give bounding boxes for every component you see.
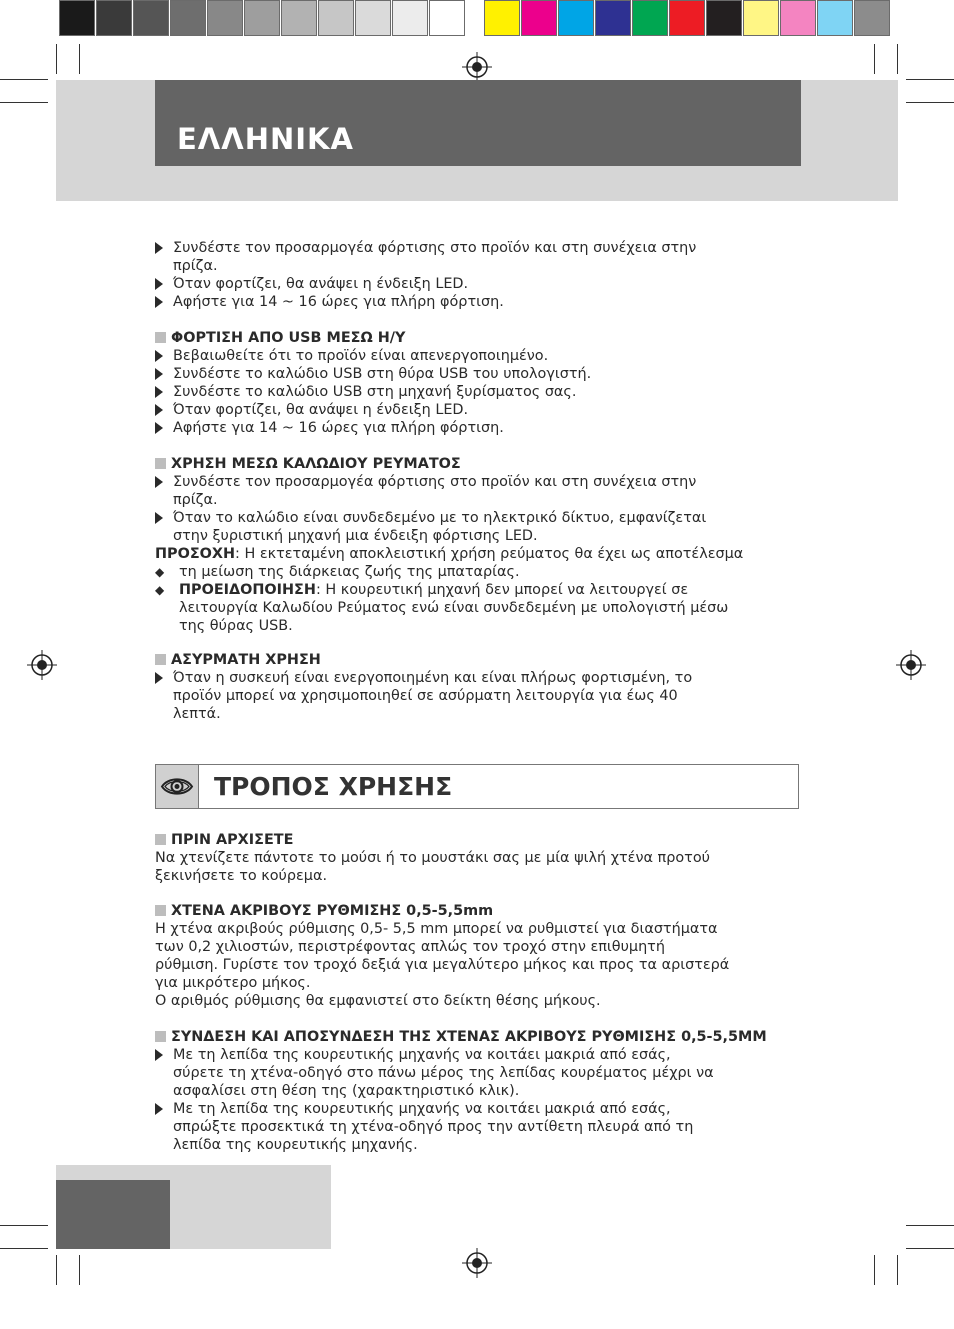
- cordless-heading: [155, 651, 321, 669]
- color-swatch: [133, 0, 169, 36]
- color-swatch: [632, 0, 668, 36]
- page-title: ΕΛΛΗΝΙΚΑ: [177, 122, 354, 156]
- color-swatch: [484, 0, 520, 36]
- registration-mark-left-icon: [27, 650, 57, 680]
- crop-mark: [906, 1248, 954, 1249]
- text-line: Συνδέστε το καλώδιο USB στη μηχανή ξυρίσματος σας.: [173, 384, 577, 400]
- text-line: τη μείωση της διάρκειας ζωής της μπαταρίας.: [179, 564, 520, 580]
- crop-mark: [897, 44, 898, 74]
- text-line: Συνδέστε τον προσαρμογέα φόρτισης στο προϊόν και στη συνέχεια στην: [173, 474, 697, 490]
- bullet-arrow-icon: [155, 476, 163, 488]
- color-swatch: [355, 0, 391, 36]
- text-line: της θύρας USB.: [179, 618, 293, 634]
- text-line: πρίζα.: [173, 258, 218, 274]
- heading-square-icon: [155, 332, 166, 343]
- heading-text: ΑΣΥΡΜΑΤΗ ΧΡΗΣΗ: [171, 652, 321, 668]
- bullet-arrow-icon: [155, 278, 163, 290]
- crop-mark: [874, 44, 875, 74]
- attach-heading: [155, 1028, 767, 1046]
- comb-heading: [155, 902, 493, 920]
- registration-mark-right-icon: [896, 650, 926, 680]
- crop-mark: [897, 1255, 898, 1285]
- bullet-arrow-icon: [155, 404, 163, 416]
- text-line: λειτουργία Καλωδίου Ρεύματος ενώ είναι συνδεδεμένη με υπολογιστή μέσω: [179, 600, 729, 616]
- color-swatch: [817, 0, 853, 36]
- text-line: σύρετε τη χτένα-οδηγό στο πάνω μέρος της λεπίδας κουρέματος μέχρι να: [173, 1065, 714, 1081]
- color-swatch: [429, 0, 465, 36]
- text-line: Η χτένα ακριβούς ρύθμισης 0,5- 5,5 mm μπορεί να ρυθμιστεί για διαστήματα: [155, 921, 718, 937]
- crop-mark: [906, 79, 954, 80]
- warning-text: : Η κουρευτική μηχανή δεν μπορεί να λειτουργεί σε: [315, 582, 689, 598]
- crop-mark: [79, 1255, 80, 1285]
- color-swatch: [318, 0, 354, 36]
- warning-label: ΠΡΟΕΙΔΟΠΟΙΗΣΗ: [179, 582, 316, 598]
- bullet-arrow-icon: [155, 512, 163, 524]
- color-swatch: [558, 0, 594, 36]
- heading-text: ΦΟΡΤΙΣΗ ΑΠΟ USB ΜΕΣΩ Η/Υ: [171, 330, 406, 346]
- bullet-arrow-icon: [155, 672, 163, 684]
- caution-label: ΠΡΟΣΟΧΗ: [155, 546, 236, 562]
- text-line: ξεκινήσετε το κούρεμα.: [155, 868, 328, 884]
- heading-square-icon: [155, 458, 166, 469]
- color-swatch-strip: [484, 0, 891, 38]
- crop-mark: [0, 102, 48, 103]
- crop-mark: [79, 44, 80, 74]
- text-line: Συνδέστε τον προσαρμογέα φόρτισης στο προϊόν και στη συνέχεια στην: [173, 240, 697, 256]
- text-line: στην ξυριστική μηχανή μια ένδειξη φόρτισης LED.: [173, 528, 538, 544]
- bullet-arrow-icon: [155, 368, 163, 380]
- mains-heading: [155, 455, 461, 473]
- heading-square-icon: [155, 905, 166, 916]
- text-line: Με τη λεπίδα της κουρευτικής μηχανής να κοιτάει μακριά από εσάς,: [173, 1101, 671, 1117]
- text-line: Αφήστε για 14 ~ 16 ώρες για πλήρη φόρτιση.: [173, 294, 504, 310]
- heading-square-icon: [155, 1031, 166, 1042]
- text-line: Με τη λεπίδα της κουρευτικής μηχανής να κοιτάει μακριά από εσάς,: [173, 1047, 671, 1063]
- header-box: [155, 80, 801, 166]
- footer-dark-block: [56, 1180, 170, 1249]
- color-swatch: [170, 0, 206, 36]
- text-line: για μικρότερο μήκος.: [155, 975, 311, 991]
- gray-swatch-strip: [59, 0, 466, 38]
- color-swatch: [207, 0, 243, 36]
- crop-mark: [56, 1255, 57, 1285]
- registration-mark-bottom-icon: [462, 1248, 492, 1278]
- color-swatch: [669, 0, 705, 36]
- text-line: των 0,2 χιλιοστών, περιστρέφοντας απλώς τον τροχό στην επιθυμητή: [155, 939, 665, 955]
- text-line: προϊόν μπορεί να χρησιμοποιηθεί σε ασύρματη λειτουργία για έως 40: [173, 688, 678, 704]
- text-line: Βεβαιωθείτε ότι το προϊόν είναι απενεργοποιημένο.: [173, 348, 549, 364]
- heading-text: ΧΡΗΣΗ ΜΕΣΩ ΚΑΛΩΔΙΟΥ ΡΕΥΜΑΤΟΣ: [171, 456, 461, 472]
- text-line: Ο αριθμός ρύθμισης θα εμφανιστεί στο δείκτη θέσης μήκους.: [155, 993, 601, 1009]
- warning-icon: ◆: [155, 583, 165, 597]
- color-swatch: [780, 0, 816, 36]
- section-title: ΤΡΟΠΟΣ ΧΡΗΣΗΣ: [214, 772, 453, 801]
- text-line: Όταν η συσκευή είναι ενεργοποιημένη και είναι πλήρως φορτισμένη, το: [173, 670, 693, 686]
- color-swatch: [281, 0, 317, 36]
- section-bar: [155, 764, 799, 809]
- usb-heading: [155, 329, 405, 347]
- caution-line: [155, 545, 743, 563]
- bullet-arrow-icon: [155, 350, 163, 362]
- crop-mark: [874, 1255, 875, 1285]
- caution-text: : Η εκτεταμένη αποκλειστική χρήση ρεύματος θα έχει ως αποτέλεσμα: [235, 546, 744, 562]
- color-swatch: [59, 0, 95, 36]
- warning-icon: ◆: [155, 565, 165, 579]
- crop-mark: [0, 79, 48, 80]
- color-swatch: [244, 0, 280, 36]
- color-swatch: [706, 0, 742, 36]
- warning-line: [179, 581, 688, 599]
- color-swatch: [595, 0, 631, 36]
- section-icon-box: [156, 765, 199, 808]
- bullet-arrow-icon: [155, 386, 163, 398]
- text-line: Όταν φορτίζει, θα ανάψει η ένδειξη LED.: [173, 402, 469, 418]
- heading-text: ΣΥΝΔΕΣΗ ΚΑΙ ΑΠΟΣΥΝΔΕΣΗ ΤΗΣ ΧΤΕΝΑΣ ΑΚΡΙΒΟΥΣ ΡΥΘΜΙΣΗΣ 0,5-5,5MM: [171, 1029, 767, 1045]
- crop-mark: [56, 44, 57, 74]
- bullet-arrow-icon: [155, 1103, 163, 1115]
- text-line: Συνδέστε το καλώδιο USB στη θύρα USB του υπολογιστή.: [173, 366, 592, 382]
- text-line: Όταν το καλώδιο είναι συνδεδεμένο με το ηλεκτρικό δίκτυο, εμφανίζεται: [173, 510, 707, 526]
- crop-mark: [0, 1248, 48, 1249]
- color-swatch: [96, 0, 132, 36]
- text-line: Να χτενίζετε πάντοτε το μούσι ή το μουστάκι σας με μία ψιλή χτένα προτού: [155, 850, 710, 866]
- bullet-arrow-icon: [155, 242, 163, 254]
- crop-mark: [906, 102, 954, 103]
- text-line: Όταν φορτίζει, θα ανάψει η ένδειξη LED.: [173, 276, 469, 292]
- eye-icon: [156, 765, 198, 808]
- text-line: ρύθμιση. Γυρίστε τον τροχό δεξιά για μεγαλύτερο μήκος και προς τα αριστερά: [155, 957, 730, 973]
- heading-text: ΠΡΙΝ ΑΡΧΙΣΕΤΕ: [171, 832, 294, 848]
- text-line: λεπτά.: [173, 706, 221, 722]
- color-swatch: [743, 0, 779, 36]
- bullet-arrow-icon: [155, 422, 163, 434]
- color-swatch: [854, 0, 890, 36]
- heading-square-icon: [155, 654, 166, 665]
- crop-mark: [0, 1225, 48, 1226]
- bullet-arrow-icon: [155, 296, 163, 308]
- text-line: Αφήστε για 14 ~ 16 ώρες για πλήρη φόρτιση.: [173, 420, 504, 436]
- text-line: πρίζα.: [173, 492, 218, 508]
- before-heading: [155, 831, 293, 849]
- color-swatch: [392, 0, 428, 36]
- heading-text: ΧΤΕΝΑ ΑΚΡΙΒΟΥΣ ΡΥΘΜΙΣΗΣ 0,5-5,5mm: [171, 903, 494, 919]
- heading-square-icon: [155, 834, 166, 845]
- text-line: λεπίδα της κουρευτικής μηχανής.: [173, 1137, 418, 1153]
- text-line: ασφαλίσει στη θέση της (χαρακτηριστικό κλικ).: [173, 1083, 520, 1099]
- registration-mark-top-icon: [462, 52, 492, 82]
- text-line: σπρώξτε προσεκτικά τη χτένα-οδηγό προς την αντίθετη πλευρά από τη: [173, 1119, 694, 1135]
- color-swatch: [521, 0, 557, 36]
- bullet-arrow-icon: [155, 1049, 163, 1061]
- crop-mark: [906, 1225, 954, 1226]
